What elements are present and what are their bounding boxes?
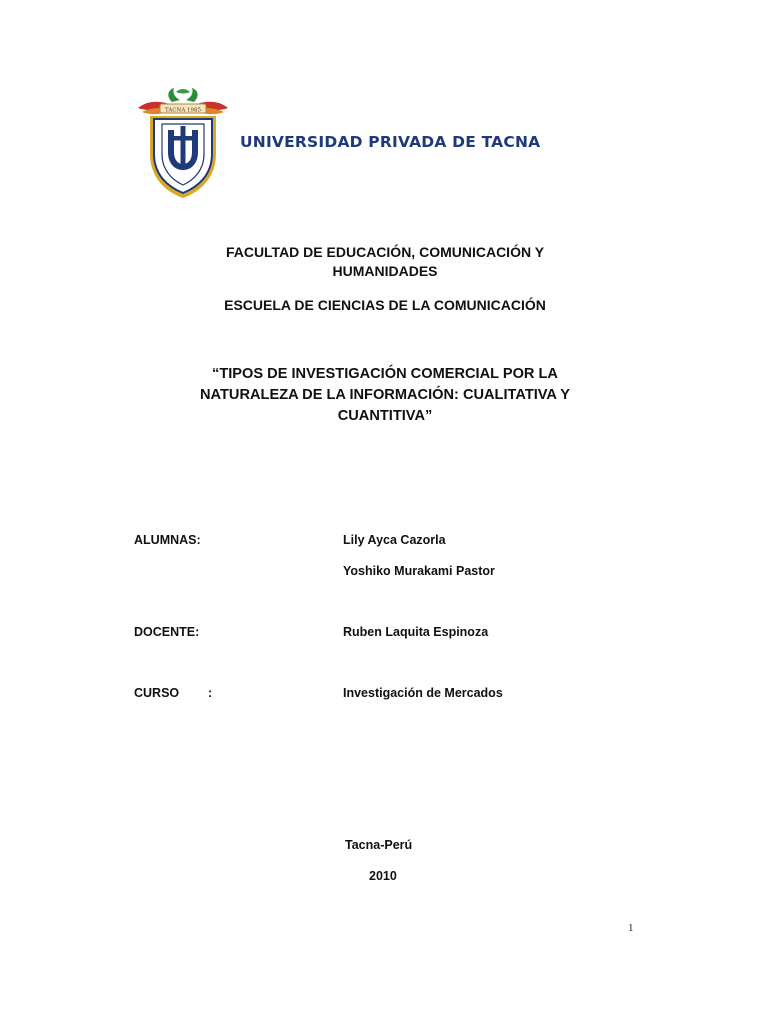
document-title [150,364,620,427]
title-line-2: NATURALEZA DE LA INFORMACIÓN: CUALITATIVA Y [200,387,570,403]
faculty-line-1: FACULTAD DE EDUCACIÓN, COMUNICACIÓN Y [225,244,545,260]
course-colon: : [208,686,213,700]
student-name: Yoshiko Murakami Pastor [343,564,495,578]
student-name: Lily Ayca Cazorla [343,533,446,547]
faculty-heading [160,243,610,281]
page-number: 1 [628,922,634,934]
faculty-line-2: HUMANIDADES [332,263,438,279]
course-name: Investigación de Mercados [343,686,503,700]
university-crest-icon [134,84,232,200]
title-line-1: “TIPOS DE INVESTIGACIÓN COMERCIAL POR LA [212,366,558,382]
title-line-3: CUANTITIVA” [337,408,433,424]
teacher-label: DOCENTE: [134,625,200,639]
teacher-name: Ruben Laquita Espinoza [343,625,489,639]
year: 2010 [369,869,397,883]
place: Tacna-Perú [345,838,413,852]
course-label: CURSO [134,686,180,700]
school-heading: ESCUELA DE CIENCIAS DE LA COMUNICACIÓN [224,297,546,313]
students-label: ALUMNAS: [134,533,201,547]
crest-ribbon-text: TACNA 1985 [164,107,202,114]
university-name: UNIVERSIDAD PRIVADA DE TACNA [240,133,541,151]
